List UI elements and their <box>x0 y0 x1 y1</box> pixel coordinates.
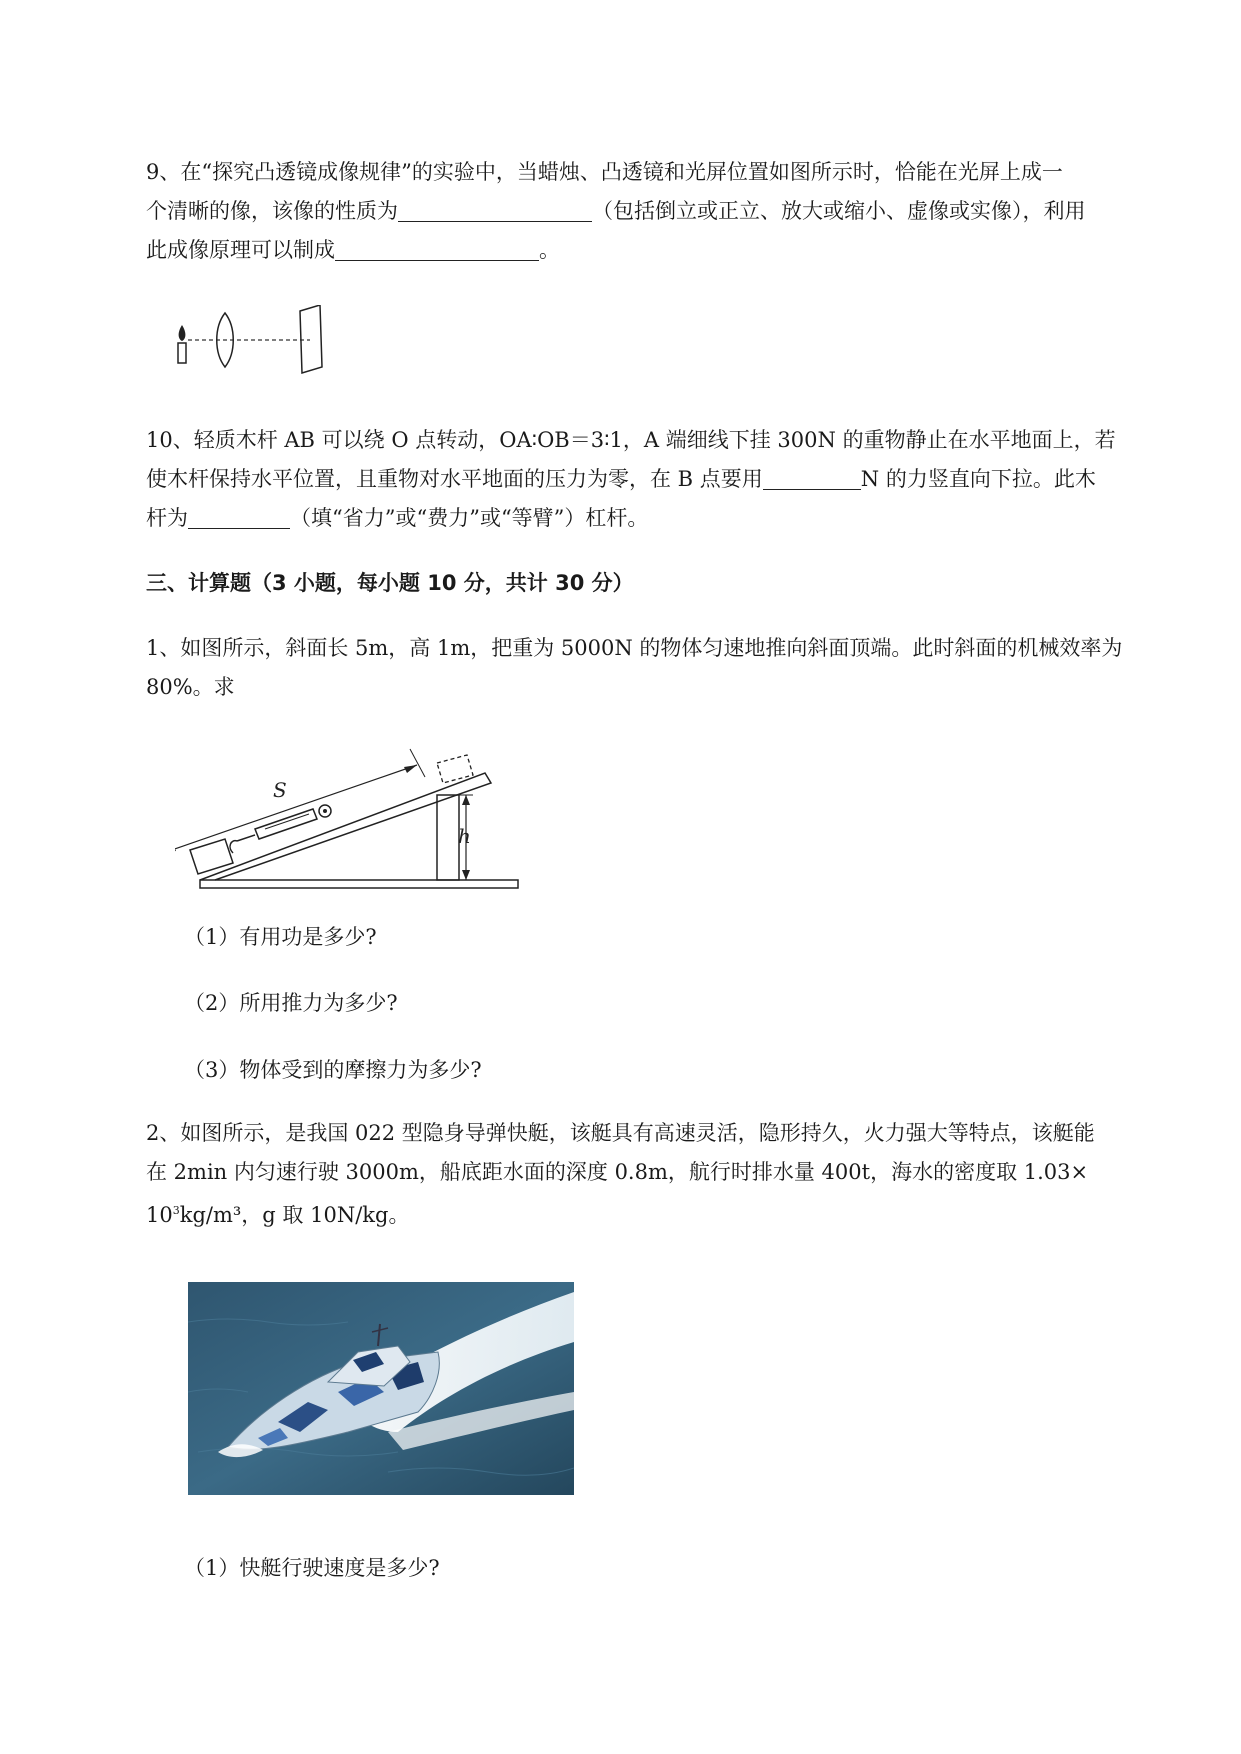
q9-line-2-text-b: （包括倒立或正立、放大或缩小、虚像或实像），利用 <box>592 199 1086 223</box>
q10-line-2 <box>146 464 1096 494</box>
missile-boat-photo <box>188 1282 574 1495</box>
answer-blank-image-nature[interactable] <box>398 199 592 222</box>
c2-line-1: 2、如图所示，是我国 022 型隐身导弹快艇，该艇具有高速灵活，隐形持久，火力强大等特点，该艇能 <box>146 1121 1095 1145</box>
q10-line-3-text-a: 杆为 <box>146 506 188 530</box>
c2-line-3-exponent: 3 <box>172 1204 180 1217</box>
c2-line-2: 在 2min 内匀速行驶 3000m，船底距水面的深度 0.8m，航行时排水量 400t，海水的密度取 1.03× <box>146 1160 1089 1184</box>
q9-line-1: 9、在“探究凸透镜成像规律”的实验中，当蜡烛、凸透镜和光屏位置如图所示时，恰能在光屏上成一 <box>146 160 1063 184</box>
incline-figure <box>175 735 525 910</box>
light-screen-icon <box>300 305 322 373</box>
c1-subquestion-2: （2）所用推力为多少? <box>184 991 398 1015</box>
c1-subquestion-1: （1）有用功是多少? <box>184 925 377 949</box>
object-block <box>190 839 233 874</box>
optics-figure <box>170 305 340 375</box>
answer-blank-device[interactable] <box>335 238 539 261</box>
q10-line-2-text-a: 使木杆保持水平位置，且重物对水平地面的压力为零，在 B 点要用 <box>146 467 763 491</box>
q10-line-3 <box>146 503 648 533</box>
height-label: h <box>458 824 471 848</box>
ground-base <box>200 880 518 888</box>
q9-line-3 <box>146 235 560 265</box>
section-heading: 三、计算题（3 小题，每小题 10 分，共计 30 分） <box>146 571 634 595</box>
q9-line-3-text-b: 。 <box>539 238 560 262</box>
q9-line-2-text-a: 个清晰的像，该像的性质为 <box>146 199 398 223</box>
support-pillar <box>437 795 459 880</box>
c1-line-1: 1、如图所示，斜面长 5m，高 1m，把重为 5000N 的物体匀速地推向斜面顶端。此时斜面的机械效率为 <box>146 636 1123 660</box>
c2-subquestion-1: （1）快艇行驶速度是多少? <box>184 1556 440 1580</box>
candle-icon <box>178 325 186 363</box>
c2-line-3-rest: kg/m³，g 取 10N/kg。 <box>179 1203 410 1227</box>
c1-subquestion-3: （3）物体受到的摩擦力为多少? <box>184 1058 482 1082</box>
q9-line-3-text-a: 此成像原理可以制成 <box>146 238 335 262</box>
answer-blank-lever-type[interactable] <box>188 506 290 529</box>
q10-line-1: 10、轻质木杆 AB 可以绕 O 点转动，OA∶OB＝3∶1，A 端细线下挂 300N 的重物静止在水平地面上，若 <box>146 428 1116 452</box>
q10-line-2-text-b: N 的力竖直向下拉。此木 <box>860 467 1096 491</box>
length-label: S <box>273 778 287 802</box>
incline-plane <box>200 773 491 880</box>
q10-line-3-text-b: （填“省力”或“费力”或“等臂”）杠杆。 <box>290 506 649 530</box>
c2-line-3 <box>146 1196 409 1230</box>
answer-blank-force[interactable] <box>763 467 861 490</box>
q9-line-2 <box>146 196 1086 226</box>
c2-line-3-base: 10 <box>146 1203 173 1227</box>
c1-line-2: 80%。求 <box>146 675 235 699</box>
